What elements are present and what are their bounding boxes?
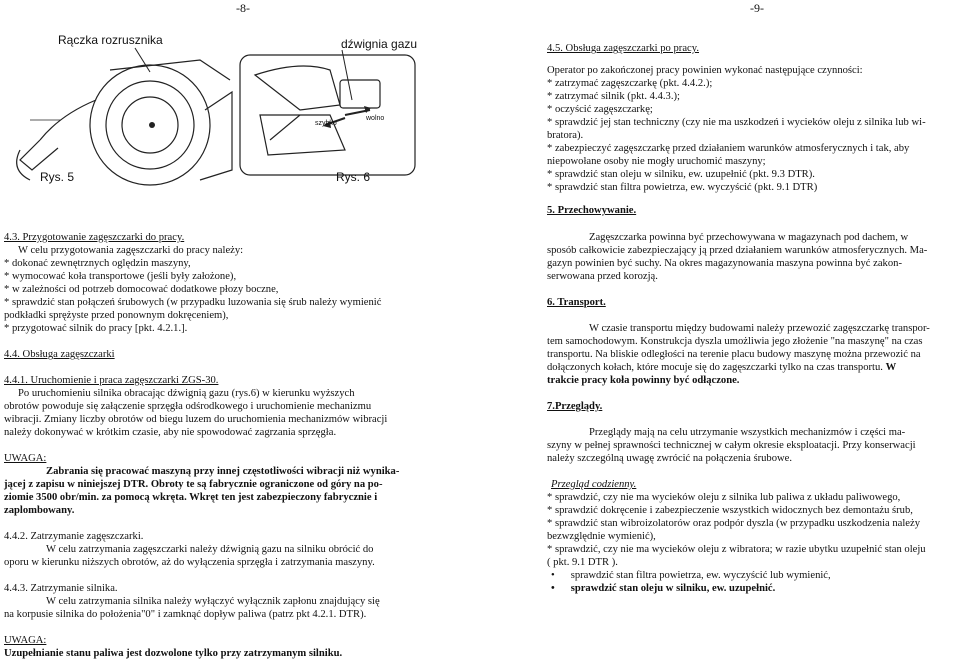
line: należy dokonywać w krótkim czasie, aby nie spowodować zagrzania sprzęgła.: [4, 427, 337, 438]
line: * zatrzymać zagęszczarkę (pkt. 4.4.2.);: [547, 78, 713, 89]
bullet-icon: •: [551, 583, 555, 594]
line: bratora).: [547, 130, 584, 141]
heading-6: 6. Transport.: [547, 297, 606, 308]
line: szyny w pełnej sprawności technicznej w całym okresie eksploatacji. Przy konserwacji: [547, 440, 916, 451]
warning-label-1: UWAGA:: [4, 453, 47, 464]
line: Operator po zakończonej pracy powinien wykonać następujące czynności:: [547, 65, 863, 76]
line-text: dołączonych kołach, które mocuje się do zagęszczarki tylko na czas transportu.: [547, 362, 883, 373]
line: tem samochodowym. Konstrukcja dyszla umożliwia jego złożenie "na maszynę" na czas: [547, 336, 923, 347]
line: * dokonać zewnętrznych oględzin maszyny,: [4, 258, 191, 269]
line: * sprawdzić dokręcenie i zabezpieczenie wszystkich widocznych bez demontażu śrub,: [547, 505, 913, 516]
line: podkładki sprężyste przed ponownym dokręceniem),: [4, 310, 229, 321]
line: Przeglądy mają na celu utrzymanie wszystkich mechanizmów i części ma-: [589, 427, 906, 438]
heading-5: 5. Przechowywanie.: [547, 205, 637, 216]
line: bezwzględnie wymienić),: [547, 531, 656, 542]
heading-4-4: 4.4. Obsługa zagęszczarki: [4, 349, 115, 360]
line: * sprawdzić jej stan techniczny (czy nie ma uszkodzeń i wycieków oleju z silnika lub wi-: [547, 117, 926, 128]
line: oporu w kierunku niższych obrotów, aż do wyłączenia sprzęgła i zatrzymania maszyny.: [4, 557, 375, 568]
line: * zatrzymać silnik (pkt. 4.4.3.);: [547, 91, 680, 102]
caption-fig6: Rys. 6: [336, 170, 371, 184]
heading-7: 7.Przeglądy.: [547, 401, 603, 412]
page-number-left: -8-: [236, 1, 250, 15]
transport-warning: trakcie pracy koła powinny być odłączone.: [547, 375, 740, 386]
line: * sprawdzić, czy nie ma wycieków oleju z wibratora; w razie ubytku uzupełnić stan oleju: [547, 544, 926, 555]
bullet-text: sprawdzić stan filtra powietrza, ew. wyczyścić lub wymienić,: [570, 570, 831, 581]
line: W celu zatrzymania zagęszczarki należy dźwignią gazu na silniku obrócić do: [46, 544, 374, 555]
caption-fig5: Rys. 5: [40, 170, 75, 184]
line: ( pkt. 9.1 DTR ).: [547, 557, 618, 568]
page-number-right: -9-: [750, 1, 764, 15]
heading-4-4-1: 4.4.1. Uruchomienie i praca zagęszczarki ZGS-30.: [4, 375, 219, 386]
line: * wymocować koła transportowe (jeśli były założone),: [4, 271, 237, 282]
line: serwowana przed korozją.: [547, 271, 658, 282]
line: Po uruchomieniu silnika obracając dźwignią gazu (rys.6) w kierunku wyższych: [18, 388, 355, 399]
bullet-item: [547, 569, 930, 582]
heading-4-3: 4.3. Przygotowanie zagęszczarki do pracy.: [4, 232, 185, 243]
line-bold-tail: W: [885, 362, 897, 373]
line: W czasie transportu między budowami należy przewozić zagęszczarkę transpor-: [589, 323, 930, 334]
line: * sprawdzić stan wibroizolatorów oraz podpór dyszla (w przypadku uszkodzenia należy: [547, 518, 921, 529]
line: * sprawdzić stan oleju w silniku, ew. uzupełnić (pkt. 9.3 DTR).: [547, 169, 815, 180]
warning-label-2: UWAGA:: [4, 635, 47, 646]
heading-4-4-3: 4.4.3. Zatrzymanie silnika.: [4, 583, 118, 594]
warning-line: Zabrania się pracować maszyną przy innej częstotliwości wibracji niż wynika-: [46, 466, 400, 477]
warning-line: jącej z zapisu w niniejszej DTR. Obroty te są fabrycznie ograniczone od góry na po-: [4, 479, 383, 490]
line: * sprawdzić stan filtra powietrza, ew. wyczyścić (pkt. 9.1 DTR): [547, 182, 818, 193]
right-column: [547, 231, 930, 595]
line: transportu. Na bliskie odległości na terenie placu budowy maszynę można przewozić na: [547, 349, 921, 360]
label-starter-handle: Rączka rozrusznika: [58, 33, 163, 47]
label-fast: szybko: [315, 120, 337, 127]
line: wibracji. Zmiany liczby obrotów od biegu luzem do uruchomienia mechanizmów wibracji: [4, 414, 388, 425]
bullet-item: [547, 582, 930, 595]
label-throttle-lever: dźwignia gazu: [341, 37, 418, 51]
line: obrotów powoduje się załączenie sprzęgła odśrodkowego i uruchomienie mechanizmu: [4, 401, 372, 412]
label-slow: wolno: [366, 115, 385, 122]
warning-fuel: Uzupełnianie stanu paliwa jest dozwolone tylko przy zatrzymanym silniku.: [4, 648, 343, 659]
heading-4-4-2: 4.4.2. Zatrzymanie zagęszczarki.: [4, 531, 144, 542]
line: * zabezpieczyć zagęszczarkę przed działaniem warunków atmosferycznych i tak, aby: [547, 143, 910, 154]
line: [547, 361, 930, 374]
line: * w zależności od potrzeb domocować dodatkowe płozy boczne,: [4, 284, 279, 295]
line: * przygotować silnik do pracy [pkt. 4.2.1.].: [4, 323, 188, 334]
bullet-icon: •: [551, 570, 555, 581]
warning-line: zaplombowany.: [4, 505, 75, 516]
daily-inspection-heading: Przegląd codzienny.: [551, 479, 637, 490]
line: * sprawdzić, czy nie ma wycieków oleju z silnika lub paliwa z układu paliwowego,: [547, 492, 901, 503]
line: W celu zatrzymania silnika należy wyłączyć wyłącznik zapłonu znajdujący się: [46, 596, 380, 607]
line: niepowołane osoby nie mogły uruchomić maszyny;: [547, 156, 766, 167]
line: W celu przygotowania zagęszczarki do pracy należy:: [18, 245, 244, 256]
heading-4-5: 4.5. Obsługa zagęszczarki po pracy.: [547, 43, 699, 54]
warning-line: ziomie 3500 obr/min. za pomocą wkręta. Wkręt ten jest zabezpieczony fabrycznie i: [4, 492, 378, 503]
line: należy szczególną uwagę zwrócić na połączenia śrubowe.: [547, 453, 793, 464]
bullet-text: sprawdzić stan oleju w silniku, ew. uzupełnić.: [570, 583, 776, 594]
section-4-5: [547, 42, 926, 217]
line: gazyn powinien być suchy. Na okres magazynowania maszyna powinna być zakon-: [547, 258, 902, 269]
line: na korpusie silnika do położenia"0" i zamknąć dopływ paliwa (patrz pkt 4.2.1. DTR).: [4, 609, 367, 620]
left-column: [4, 231, 399, 660]
line: * oczyścić zagęszczarkę;: [547, 104, 653, 115]
line: * sprawdzić stan połączeń śrubowych (w przypadku luzowania się śrub należy wymienić: [4, 297, 382, 308]
line: sposób całkowicie zabezpieczający ją przed działaniem warunków atmosferycznych. Ma-: [547, 245, 928, 256]
line: Zagęszczarka powinna być przechowywana w magazynach pod dachem, w: [589, 232, 909, 243]
